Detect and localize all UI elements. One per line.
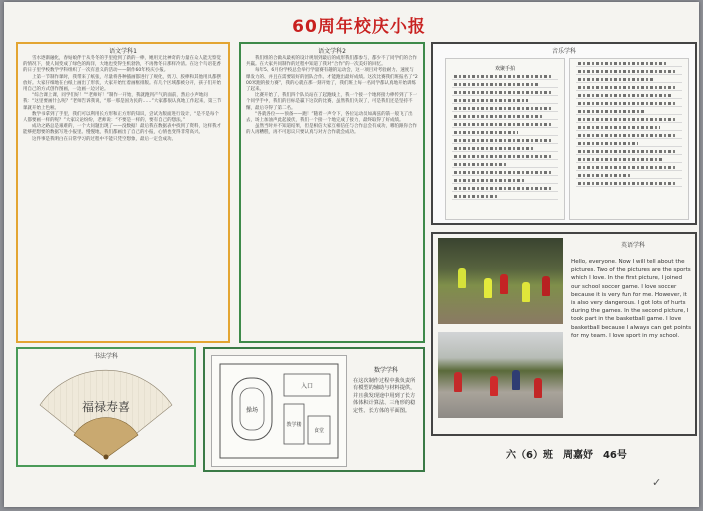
math-section [203, 347, 425, 472]
chinese-section-1-title: 语文学科1 [109, 48, 137, 55]
chinese-section-2 [239, 42, 425, 343]
chinese-1-paragraph: 数学书拿到了手里，我们可以利用长方形和正方形的知识，尝试为版面进行设计，“是不是每个人都要画一样的呢？”大家议论纷纷，老师说：“不要是一样的，要有自己的想法。” [23, 111, 219, 124]
music-notebook-right [569, 58, 689, 220]
calligraphy-section [16, 347, 196, 467]
calligraphy-section-title: 书法学科 [93, 353, 118, 360]
player-figure [522, 282, 530, 302]
player-figure [454, 372, 462, 392]
player-figure [534, 378, 542, 398]
english-section-title: 英语学科 [620, 242, 645, 249]
chinese-2-paragraph: 每年5、6月份学校总会举行学量赛有趣的运动会，这一项目对考验耐力、速度与爆发力的、并且在需要较好的团队合作。才能跑出最好成绩。这次比赛我们班报名了“200米跑的接力赛”，我的心就在那一刻开始了，我们班上每一名同学都认真地开始训练了起来。 [246, 68, 418, 93]
chinese-section-2-title: 语文学科2 [318, 48, 346, 55]
chinese-1-paragraph: 雪水逐渐融化，春姑娘伴于从冬冬的手里抢到了新的一棒，她用无比神奇的力量在众人能无察觉的情况下，使人间变成了绿色的海洋，大地也变得生机勃勃，不再像冬日那样冷清。在这个鸟语花香的日子里学校数学学科组织了一次有意义的活动——制作60年校庆小报。 [23, 56, 221, 74]
math-section-title: 数学学科 [373, 367, 398, 374]
school-map-drawing [211, 355, 347, 467]
chinese-2-paragraph: 比赛开始了，我们四个队员站在了起跑线上，我一个接一个地将接力棒传到了下一个同学手中，我们的目标是赢下这次的比赛，虽然我们失误了，可是我们还是坚持不懈，最后夺得了第二名。 [246, 93, 417, 111]
player-figure [512, 370, 520, 390]
map-label-canteen: 食堂 [313, 428, 325, 434]
map-label-playground: 操场 [245, 407, 259, 414]
map-label-teaching-building: 教学楼 [286, 422, 302, 428]
chinese-1-paragraph: “综合课上课，同学们好！”“老师好！”制作一开始，我就跑到产气的面前，然后小声地问我：“这里要画什么呢？”老师告诉我说，“那一那是国为民的……”大家都很认真地工作起来，第三节课就开始上色啦。 [23, 93, 222, 111]
player-figure [500, 274, 508, 294]
fan-calligraphy: 福禄寿喜 [81, 400, 131, 414]
music-notebook-left [445, 58, 565, 220]
chinese-1-paragraph: 成功之路总是艰难的，一个大问题出现了——没数据！最后我在数据表中找到了资料，这样我才能够把想要的数据写进小报里。慢慢地，我们都画出了自己的小报，心情也变得非常高兴。 [23, 124, 221, 136]
soccer-photo [438, 238, 563, 324]
teacher-mark: ✓ [652, 476, 662, 489]
player-figure [458, 268, 466, 288]
chinese-1-paragraph: 上第一节制作课时，我带来了纸张，尽量将各种插画都进行了规化，剪刀、胶棒和其他用具都摆放好。大家仔细地在白纸上画出了形状，大家开始忙着画框排版。有几个区域都被分开，孩子们开始用自己的方式创作图画，一边画一边讨论。 [23, 74, 221, 93]
basketball-photo [438, 332, 563, 418]
newspaper-poster [4, 2, 699, 507]
chinese-1-paragraph: 这件事是我明白在日常学习的过程中不能只凭空想象，最后一定会成功。 [32, 136, 176, 142]
music-notebook-heading: 欢聚手拍 [494, 66, 515, 72]
player-figure [484, 278, 492, 298]
chinese-2-paragraph: “各就各位——预备——跑！”随着一声令下，各位运动员如离弦的箭一般飞了出去，场上加油声此起彼伏，我们一个接一个地完成了接力，最终取得了好成绩。 [246, 111, 413, 124]
chinese-2-paragraph: 我们组的合做从最初的设计规划到最后的成形我们都参与，都少不了同学们的合作共赢。在大家共同制作的过程中知道了我对“合作”的一次美好的回忆。 [246, 56, 417, 68]
folding-fan-image [36, 363, 176, 463]
music-section-title: 音乐学科 [551, 48, 576, 55]
math-paragraph: 在这次制作过程中我负责所有模型的辅助与材料提供，并且我发现途中用到了长方体体积计算法、三角形的稳定性、长方体的平面图。 [353, 377, 416, 414]
player-figure [490, 376, 498, 396]
chinese-section-1 [16, 42, 230, 343]
student-signature: 六（6）班 周嘉妤 46号 [506, 450, 627, 461]
chinese-2-paragraph: 虽然当时并不知道结果，但是相信大家互相信任与合作总会有成功，哪怕跟你合作的人再糟糕，再不可思议只要认真与对方合作就会成功。 [246, 124, 417, 136]
player-figure [542, 276, 550, 296]
english-section [431, 232, 697, 436]
page-title: 60周年校庆小报 [292, 17, 426, 37]
map-label-entrance: 入口 [300, 383, 314, 390]
math-text-block [353, 367, 419, 415]
music-section [431, 42, 697, 225]
english-paragraph: Hello, everyone. Now I will tell about the pictures. Two of the pictures are the sports which I love. In the first picture, I joined our school soccer game. I love soccer because it is very fun for me. However, it is also very dangerous. I got lots of hurts during the games. In the second picture, I took part in the basketball game. I love basketball because I always can get points for my team. I love sport in my school. [571, 259, 691, 339]
